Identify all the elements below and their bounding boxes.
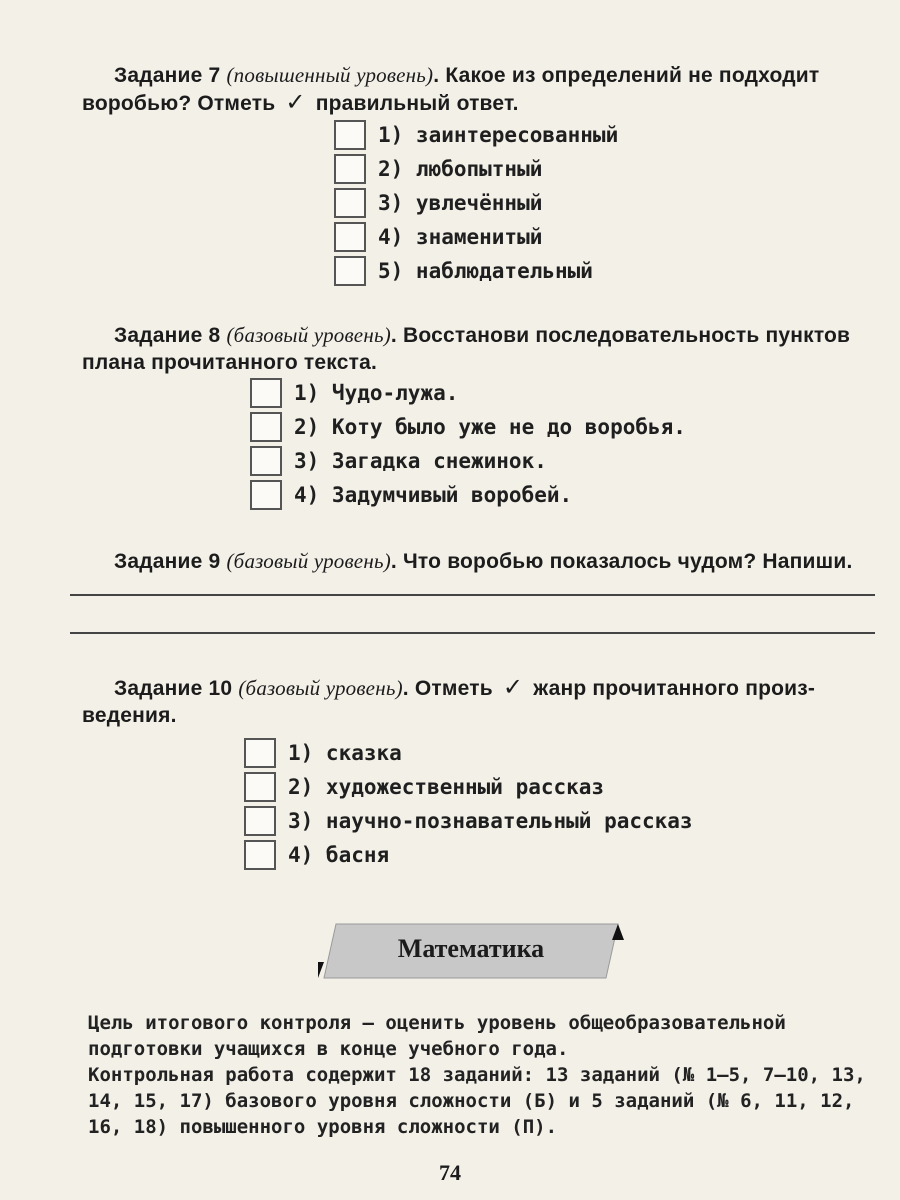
section-title: Математика [397, 934, 545, 963]
task-7-option[interactable] [334, 186, 618, 220]
page-number: 74 [439, 1160, 461, 1185]
task-7-label: Задание 7 [114, 64, 221, 87]
task-7-option[interactable] [334, 220, 618, 254]
task-7-level: (повышенный уровень) [226, 63, 434, 87]
option-label: 2) художественный рассказ [288, 775, 605, 799]
answer-checkbox[interactable] [334, 222, 366, 252]
option-label: 3) научно-познавательный рассказ [288, 809, 693, 833]
task-8-option[interactable] [250, 478, 686, 512]
task-8-option[interactable] [250, 376, 686, 410]
math-para-2d: повышенного [179, 1116, 306, 1138]
answer-checkbox[interactable] [250, 412, 282, 442]
task-7-question-a: . Какое из определений не подходит [433, 64, 820, 87]
task-10-options [244, 736, 693, 872]
task-8-heading [82, 322, 872, 376]
task-9-label: Задание 9 [114, 550, 221, 573]
task-7-option[interactable] [334, 118, 618, 152]
task-7-options [334, 118, 618, 288]
task-10-question-c: ведения. [82, 704, 177, 727]
task-8-label: Задание 8 [114, 324, 221, 347]
option-label: 2) Коту было уже не до воробья. [294, 415, 686, 439]
task-10-label: Задание 10 [114, 677, 233, 700]
task-10-level: (базовый уровень) [238, 676, 403, 700]
task-7-heading [82, 62, 872, 117]
task-10-question-a: . Отметь [402, 677, 493, 700]
answer-checkbox[interactable] [334, 188, 366, 218]
answer-checkbox[interactable] [244, 772, 276, 802]
math-para-2e: уровня сложности (П). [316, 1116, 558, 1138]
option-label: 1) Чудо-лужа. [294, 381, 459, 405]
answer-line[interactable] [70, 632, 875, 634]
answer-checkbox[interactable] [334, 120, 366, 150]
task-10-option[interactable] [244, 736, 693, 770]
answer-checkbox[interactable] [250, 480, 282, 510]
task-8-option[interactable] [250, 444, 686, 478]
answer-line[interactable] [70, 594, 875, 596]
option-label: 5) наблюдательный [378, 259, 593, 283]
task-7-question-b: воробью? Отметь [82, 92, 276, 115]
task-7-option[interactable] [334, 152, 618, 186]
checkmark-icon: ✓ [502, 674, 524, 701]
task-9-heading [82, 548, 872, 575]
task-10-heading [82, 674, 872, 729]
answer-checkbox[interactable] [244, 738, 276, 768]
checkmark-icon: ✓ [285, 89, 306, 116]
math-para-2c: уровня сложности (Б) и 5 заданий (№ 6, 11, 12, 16, 18) [88, 1090, 855, 1138]
task-8-level: (базовый уровень) [226, 323, 391, 347]
task-8-option[interactable] [250, 410, 686, 444]
answer-checkbox[interactable] [244, 840, 276, 870]
math-content-paragraph [88, 1062, 868, 1140]
task-8-question-a: . Восстанови последовательность пунктов [390, 324, 851, 347]
task-10-option[interactable] [244, 770, 693, 804]
option-label: 2) любопытный [378, 157, 543, 181]
section-banner-math [318, 920, 624, 982]
answer-checkbox[interactable] [334, 154, 366, 184]
answer-checkbox[interactable] [334, 256, 366, 286]
answer-checkbox[interactable] [250, 446, 282, 476]
task-9-level: (базовый уровень) [226, 549, 391, 573]
option-label: 4) басня [288, 843, 390, 867]
option-label: 1) заинтересованный [378, 123, 619, 147]
option-label: 1) сказка [288, 741, 402, 765]
task-7-question-c: правильный ответ. [315, 92, 519, 115]
task-7-option[interactable] [334, 254, 618, 288]
option-label: 3) Загадка снежинок. [294, 449, 547, 473]
math-para-1: Цель итогового контроля — оценить уровень общеобразовательной подготовки учащихся в конце учебного года. [88, 1012, 786, 1060]
task-8-question-b: плана прочитанного текста. [82, 351, 377, 374]
option-label: 3) увлечённый [378, 191, 543, 215]
task-9-question: . Что воробью показалось чудом? Напиши. [390, 550, 853, 573]
task-10-option[interactable] [244, 838, 693, 872]
math-para-2a: Контрольная работа содержит 18 заданий: 13 заданий (№ 1—5, 7—10, 13, 14, 15, 17) [88, 1064, 866, 1112]
math-intro-paragraph [88, 1010, 868, 1062]
option-label: 4) знаменитый [378, 225, 543, 249]
task-10-option[interactable] [244, 804, 693, 838]
option-label: 4) Задумчивый воробей. [294, 483, 573, 507]
task-10-question-b: жанр прочитанного произ- [533, 677, 816, 700]
math-para-2b: базового [225, 1090, 317, 1112]
task-8-options [250, 376, 686, 512]
answer-checkbox[interactable] [244, 806, 276, 836]
answer-checkbox[interactable] [250, 378, 282, 408]
